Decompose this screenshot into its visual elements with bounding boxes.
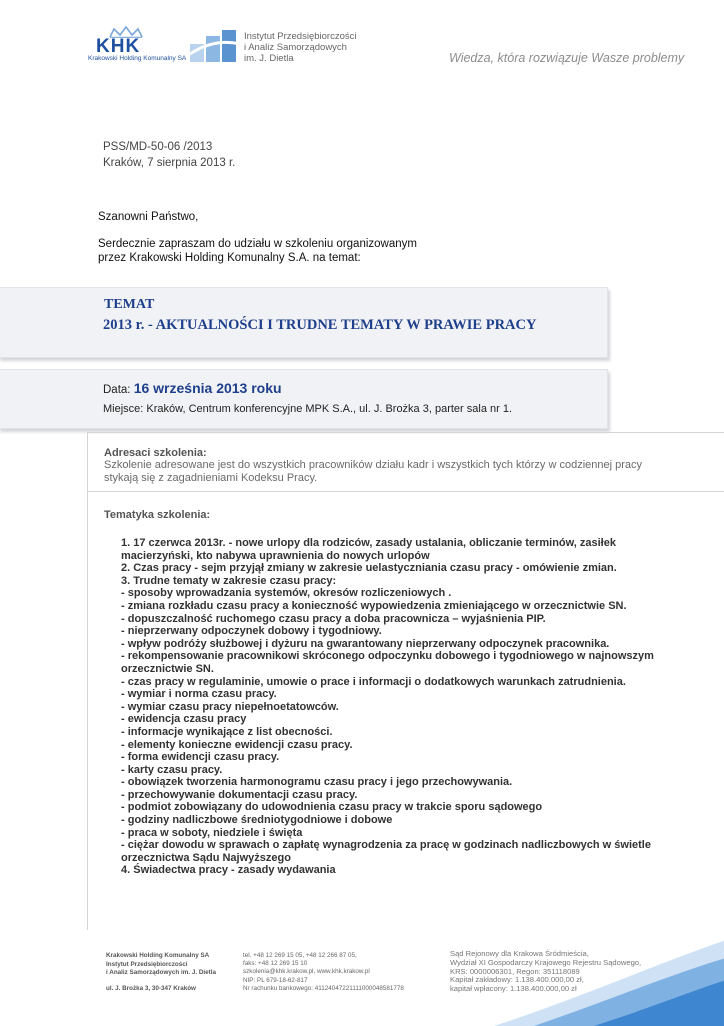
list-item: - obowiązek tworzenia harmonogramu czasu pracy i jego przechowywania. xyxy=(121,776,513,789)
footer-contact xyxy=(243,952,404,993)
date-label: Data: xyxy=(103,384,131,396)
footer-address: ul. J. Brożka 3, 30-347 Kraków xyxy=(106,985,196,992)
footer-registry-line: Wydział XI Gospodarczy Krajowego Rejestru Sądowego, xyxy=(450,957,642,967)
footer-registry-line: Sąd Rejonowy dla Krakowa Śródmieścia, xyxy=(450,949,589,958)
list-item: - przechowywanie dokumentacji czasu pracy. xyxy=(121,788,358,801)
list-item: - karty czasu pracy. xyxy=(121,763,223,776)
list-item: - podmiot zobowiązany do udowodnienia czasu pracy w trakcie sporu sądowego xyxy=(121,801,543,814)
list-item: - wymiar i norma czasu pracy. xyxy=(121,688,277,701)
institute-line-2: i Analiz Samorządowych xyxy=(244,42,347,53)
footer-contact-line: NIP: PL 679-18-62-817 xyxy=(243,976,308,984)
footer-registry-line: Kapitał zakładowy: 1.138.400.000,00 zł, xyxy=(450,975,584,985)
recipients-text: Szkolenie adresowane jest do wszystkich pracowników działu kadr i wszystkich tych którzy w codziennej pracy stykają się z zagadnieniami Kodeksu Pracy. xyxy=(104,459,643,484)
intro-line-2: przez Krakowski Holding Komunalny S.A. na temat: xyxy=(98,252,361,264)
khk-wordmark: KHK xyxy=(96,36,141,57)
list-item: - elementy konieczne ewidencji czasu pracy. xyxy=(121,738,353,751)
topics-title: Tematyka szkolenia: xyxy=(104,509,211,521)
greeting: Szanowni Państwo, xyxy=(98,211,199,223)
khk-subtitle: Krakowski Holding Komunalny SA xyxy=(88,55,187,62)
event-box xyxy=(0,369,608,429)
list-item: - dopuszczalność ruchomego czasu pracy a doba pracownicza – wyjaśnienia PIP. xyxy=(121,612,546,625)
topic-label: TEMAT xyxy=(104,297,155,312)
institute-logo-icon xyxy=(190,30,240,64)
list-item: - czas pracy w regulaminie, umowie o prace i informacji o dodatkowych warunkach zatrudnienia. xyxy=(121,675,626,688)
list-item: 2. Czas pracy - sejm przyjął zmiany w zakresie uelastyczniania czasu pracy - omówienie zmian. xyxy=(121,562,617,575)
list-item: 1. 17 czerwca 2013r. - nowe urlopy dla rodziców, zasady ustalania, obliczanie terminów, zasiłek macierzyński, kto nabywa uprawnienia do nowych urlopów xyxy=(121,537,616,562)
topics-list xyxy=(121,537,661,877)
reference-number: PSS/MD-50-06 /2013 xyxy=(103,141,213,153)
recipients-title: Adresaci szkolenia: xyxy=(104,447,207,459)
list-item: - praca w soboty, niedziele i święta xyxy=(121,826,303,839)
footer-swoosh-icon xyxy=(494,930,724,1026)
institute-name xyxy=(244,31,356,64)
list-item: 4. Świadectwa pracy - zasady wydawania xyxy=(121,864,336,877)
footer-company-line: Instytut Przedsiębiorczości xyxy=(106,960,188,968)
list-item: - ciężar dowodu w sprawach o zapłatę wynagrodzenia za pracę w godzinach nadliczbowych w świetle orzecznictwa Sądu Najwyższego xyxy=(121,839,651,864)
list-item: - zmiana rozkładu czasu pracy a konieczność wypowiedzenia zmieniającego w orzecznictwie SN. xyxy=(121,599,627,612)
footer-contact-line[interactable]: szkolenia@khk.krakow.pl, www.khk.krakow.pl xyxy=(243,968,370,976)
list-item: - informacje wynikające z list obecności. xyxy=(121,725,333,738)
date-value: 16 września 2013 roku xyxy=(133,380,282,396)
letter-reference xyxy=(103,139,235,171)
list-item: - godziny nadliczbowe średniotygodniowe i dobowe xyxy=(121,814,393,827)
list-item: - rekompensowanie pracownikowi skróconego odpoczynku dobowego i tygodniowego w najnowszym orzecznictwie SN. xyxy=(121,650,654,675)
list-item: - nieprzerwany odpoczynek dobowy i tygodniowy. xyxy=(121,625,382,638)
slogan: Wiedza, która rozwiązuje Wasze problemy xyxy=(449,51,685,65)
event-place: Miejsce: Kraków, Centrum konferencyjne MPK S.A., ul. J. Brożka 3, parter sala nr 1. xyxy=(103,403,512,415)
footer-company-line: Krakowski Holding Komunalny SA xyxy=(106,952,210,959)
institute-line-3: im. J. Dietla xyxy=(244,53,294,64)
list-item: 3. Trudne tematy w zakresie czasu pracy: xyxy=(121,574,337,587)
topic-title: 2013 r. - AKTUALNOŚCI I TRUDNE TEMATY W PRAWIE PRACY xyxy=(103,317,537,333)
footer-contact-line: faks: +48 12 269 15 10 xyxy=(243,960,308,968)
institute-line-1: Instytut Przedsiębiorczości xyxy=(244,31,357,42)
list-item: - forma ewidencji czasu pracy. xyxy=(121,751,280,764)
list-item: - sposoby wprowadzania systemów, okresów rozliczeniowych . xyxy=(121,587,452,600)
footer-contact-line: Nr rachunku bankowego: 41124047221111000048581778 xyxy=(243,984,404,992)
event-date xyxy=(103,380,282,396)
footer-contact-line: tel. +48 12 269 15 05, +48 12 266 87 05, xyxy=(243,952,357,959)
footer-registry-line: kapitał wpłacony: 1.138.400.000,00 zł xyxy=(450,984,577,994)
footer-registry-line: KRS: 0000006301, Regon: 351118089 xyxy=(450,966,580,976)
place-date: Kraków, 7 sierpnia 2013 r. xyxy=(103,157,236,169)
footer-company xyxy=(106,952,216,978)
intro-line-1: Serdecznie zapraszam do udziału w szkoleniu organizowanym xyxy=(98,238,417,250)
intro-text xyxy=(98,237,417,265)
list-item: - ewidencja czasu pracy xyxy=(121,713,247,726)
list-item: - wymiar czasu pracy niepełnoetatowców. xyxy=(121,700,339,713)
footer-company-line: i Analiz Samorządowych im. J. Dietla xyxy=(106,969,216,977)
frame-divider xyxy=(87,491,724,492)
list-item: - wpływ podróży służbowej i dyżuru na gwarantowany nieprzerwany odpoczynek pracownika. xyxy=(121,637,610,650)
